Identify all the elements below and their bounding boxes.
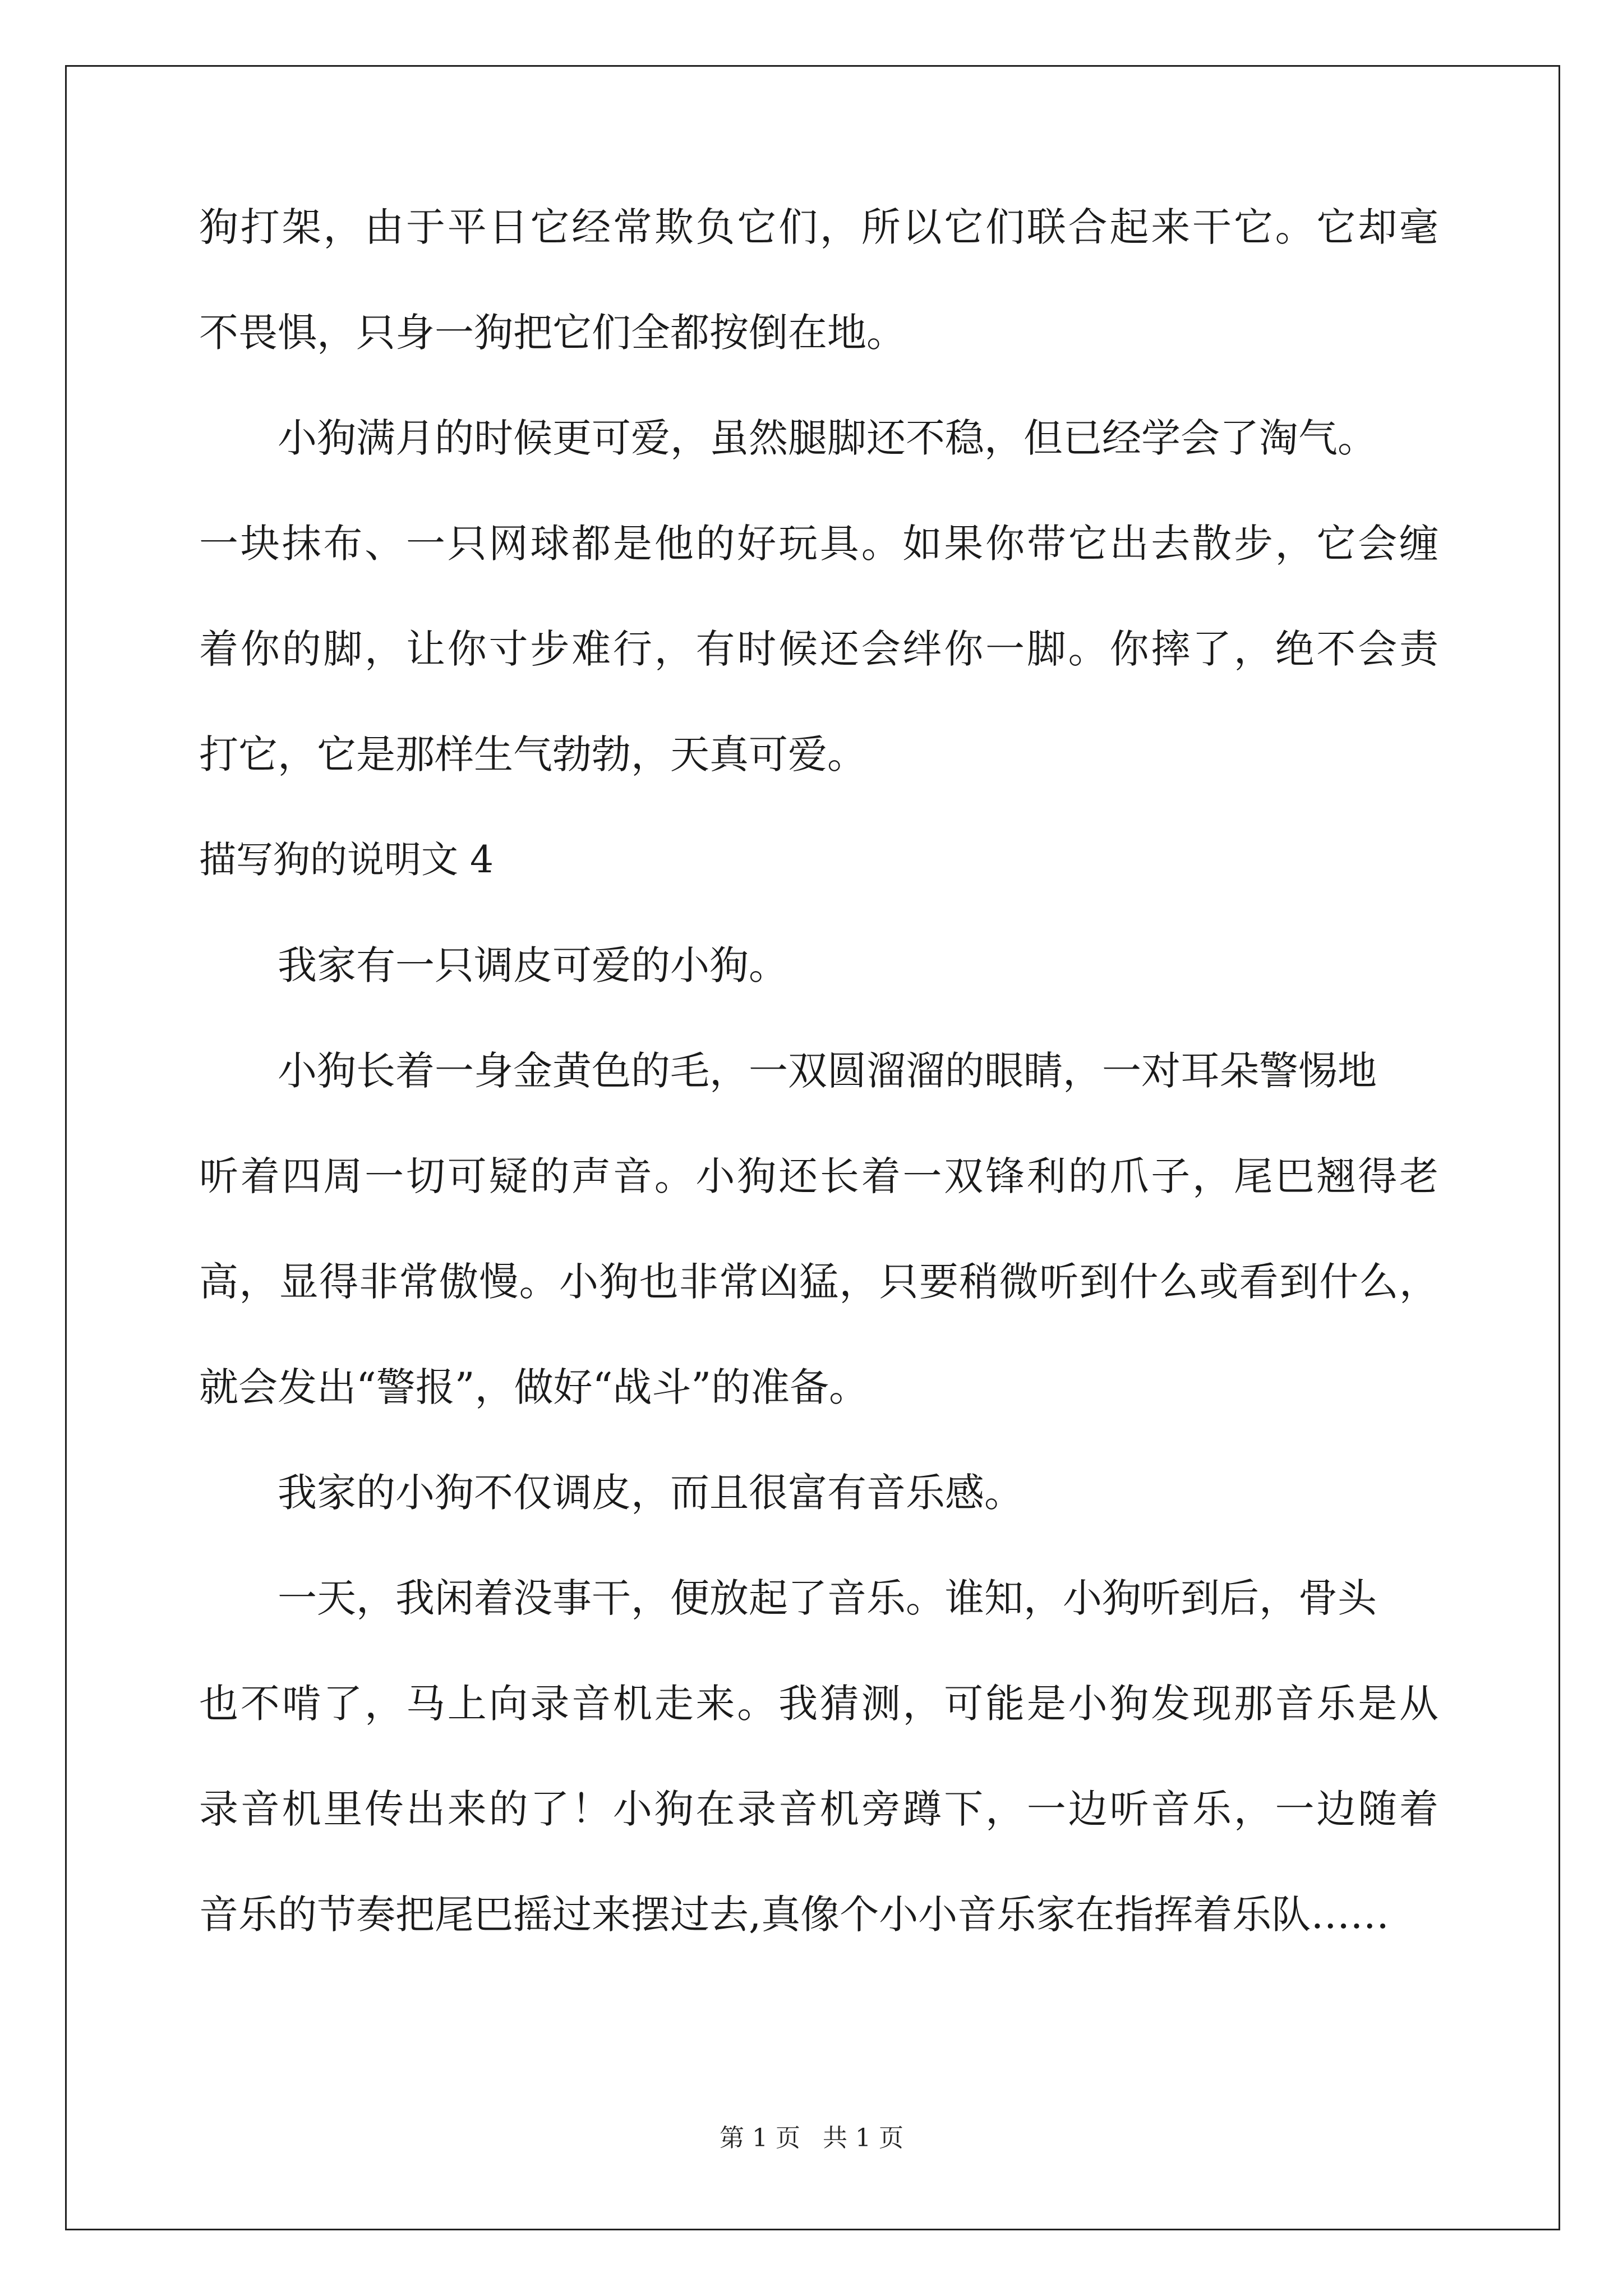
section-heading: 描写狗的说明文 4 — [199, 838, 494, 881]
text-line: 打它，它是那样生气勃勃，天真可爱。 — [199, 731, 866, 777]
text-line: 音乐的节奏把尾巴摇过来摆过去,真像个小小音乐家在指挥着乐队…… — [199, 1892, 1390, 1938]
page-total: 共 1 页 — [823, 2124, 903, 2152]
text-line: 听着四周一切可疑的声音。小狗还长着一双锋利的爪子，尾巴翘得老 — [199, 1153, 1438, 1199]
document-body — [199, 204, 1438, 2000]
text-line: 我家有一只调皮可爱的小狗。 — [278, 942, 788, 988]
text-line: 不畏惧，只身一狗把它们全都按倒在地。 — [199, 310, 906, 356]
text-line: 狗打架，由于平日它经常欺负它们，所以它们联合起来干它。它却毫 — [199, 204, 1438, 250]
text-line: 就会发出“警报”，做好“战斗”的准备。 — [199, 1364, 869, 1410]
text-line: 也不啃了，马上向录音机走来。我猜测，可能是小狗发现那音乐是从 — [199, 1681, 1438, 1727]
text-line: 一天，我闲着没事干，便放起了音乐。谁知，小狗听到后，骨头 — [278, 1575, 1377, 1621]
text-line: 我家的小狗不仅调皮，而且很富有音乐感。 — [278, 1470, 1023, 1516]
page-number: 第 1 页 — [720, 2124, 800, 2152]
text-line: 一块抹布、一只网球都是他的好玩具。如果你带它出去散步，它会缠 — [199, 521, 1438, 567]
text-line: 着你的脚，让你寸步难行，有时候还会绊你一脚。你摔了，绝不会责 — [199, 626, 1438, 672]
text-line: 小狗长着一身金黄色的毛，一双圆溜溜的眼睛，一对耳朵警惕地 — [278, 1048, 1377, 1094]
page-footer — [0, 2126, 1623, 2151]
text-line: 小狗满月的时候更可爱，虽然腿脚还不稳，但已经学会了淘气。 — [278, 415, 1377, 461]
text-line: 高，显得非常傲慢。小狗也非常凶猛，只要稍微听到什么或看到什么， — [199, 1259, 1438, 1305]
text-line: 录音机里传出来的了！小狗在录音机旁蹲下，一边听音乐，一边随着 — [199, 1786, 1438, 1832]
